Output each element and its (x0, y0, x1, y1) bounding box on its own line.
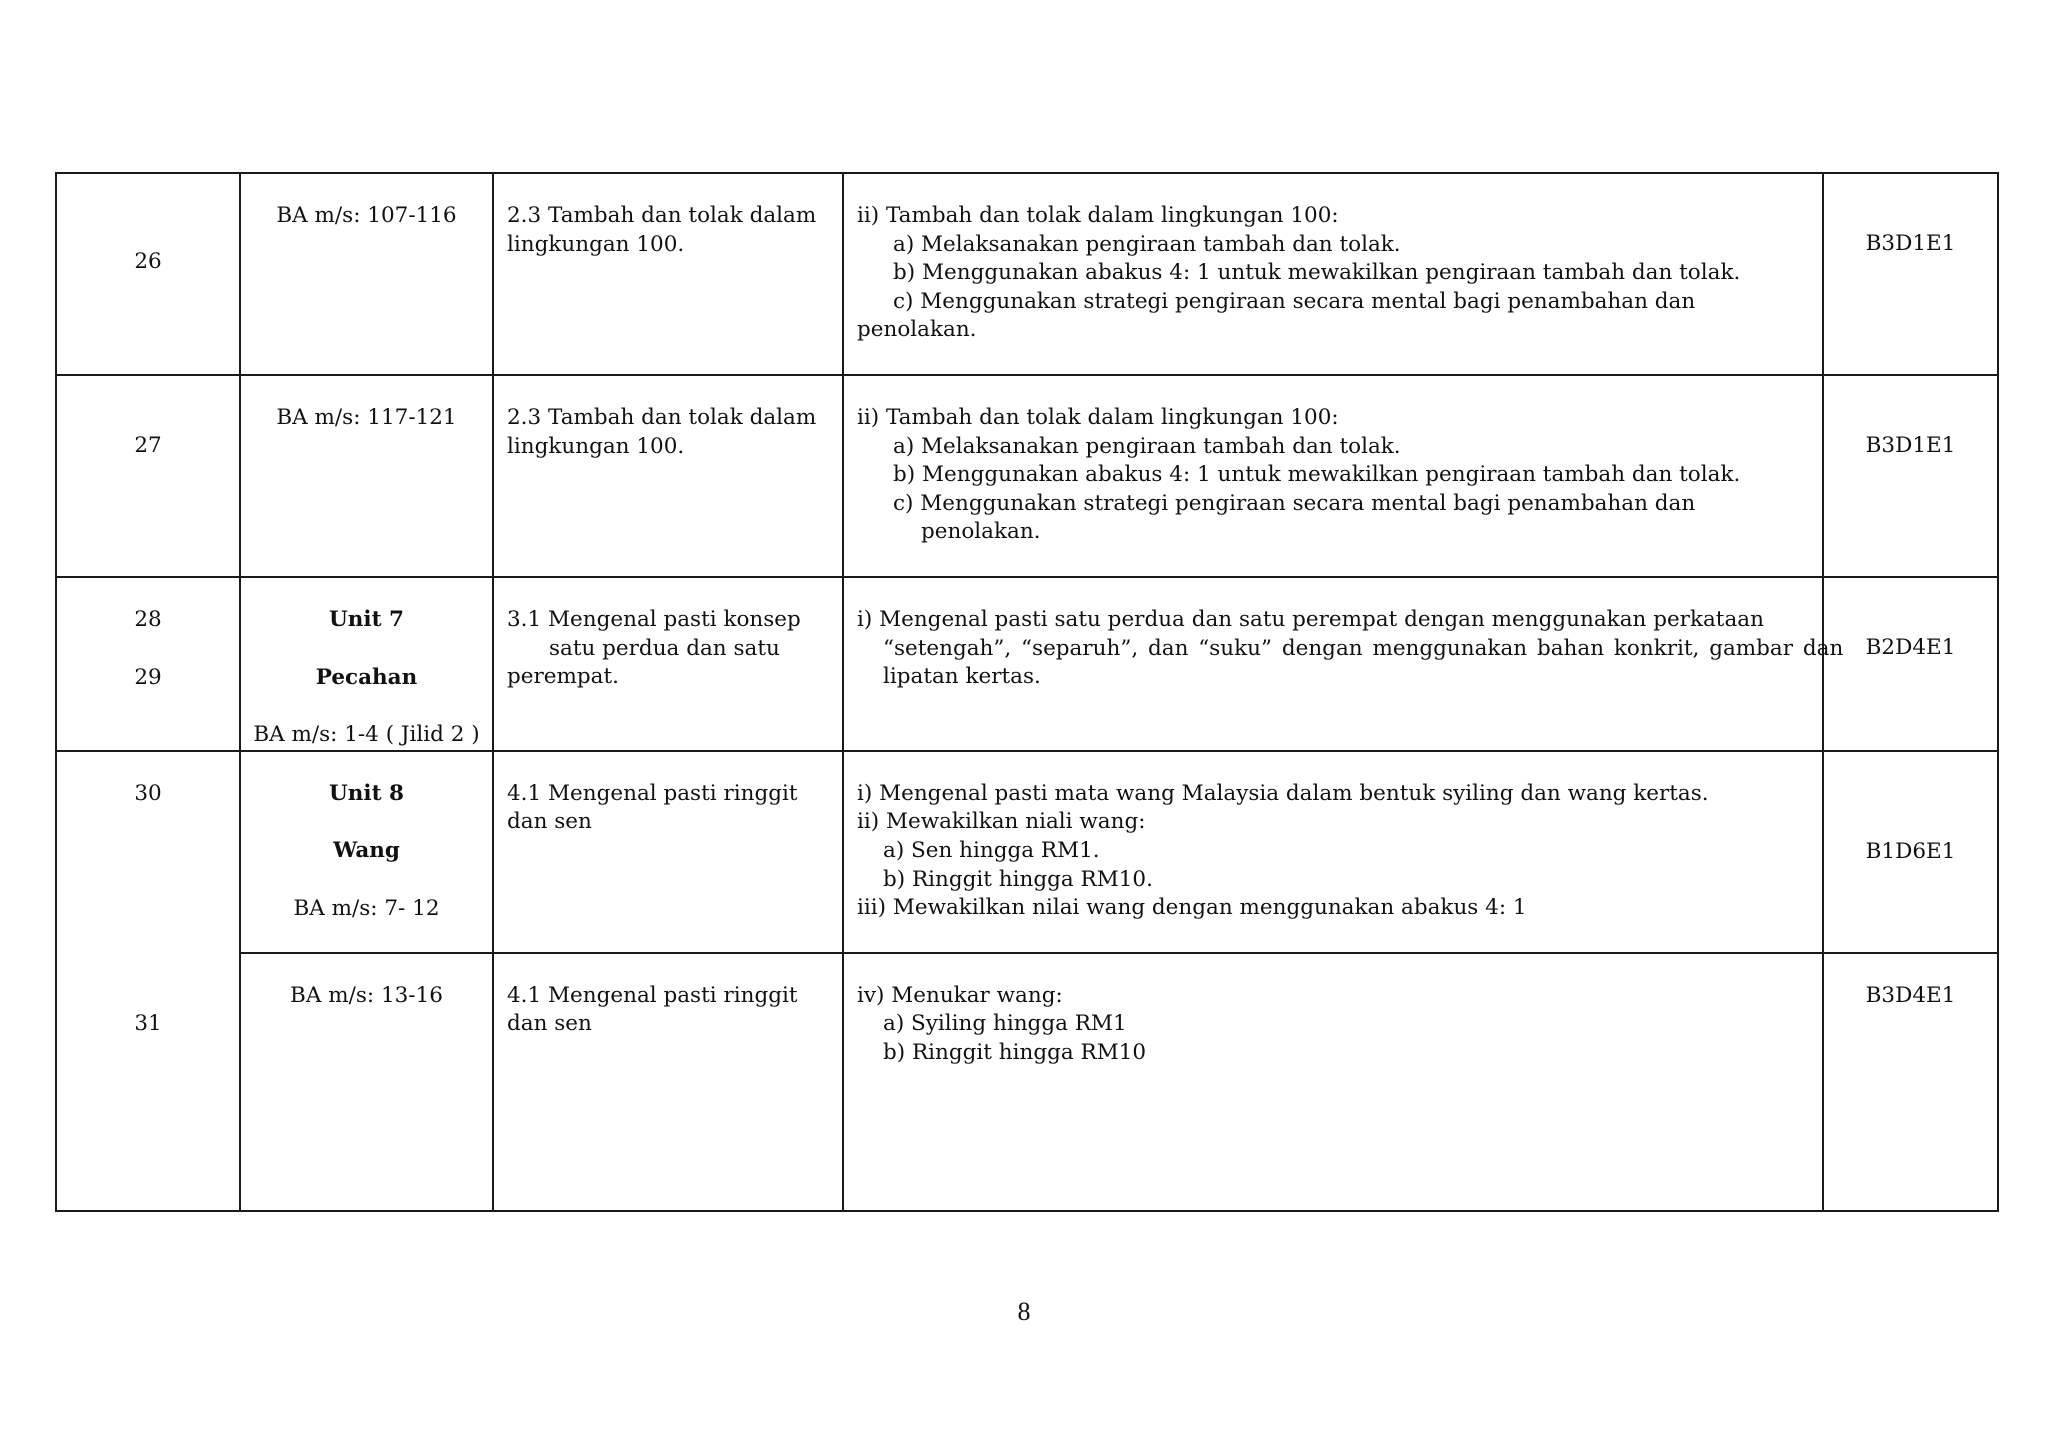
objective-line: a) Sen hingga RM1. (883, 837, 1100, 863)
lesson-plan-table (55, 172, 1999, 1212)
objective-line: iv) Menukar wang: (857, 982, 1063, 1008)
code-text: B3D1E1 (1865, 231, 1956, 256)
reference-cell (240, 577, 493, 751)
week-cell (56, 751, 240, 1211)
code-text: B2D4E1 (1865, 635, 1956, 660)
objective-line: a) Melaksanakan pengiraan tambah dan tolak. (893, 433, 1401, 459)
week-number: 29 (134, 664, 162, 690)
unit-title: Wang (333, 838, 400, 864)
objectives-cell (843, 751, 1823, 953)
objective-line: ii) Tambah dan tolak dalam lingkungan 100: (857, 203, 1339, 228)
week-number: 28 (134, 607, 162, 632)
unit-title: Pecahan (315, 664, 418, 690)
objective-line: lipatan kertas. (883, 664, 1041, 690)
objective-line: c) Menggunakan strategi pengiraan secara mental bagi penambahan dan (893, 288, 1696, 314)
objective-line: ii) Mewakilkan niali wang: (857, 809, 1146, 835)
objective-line: a) Melaksanakan pengiraan tambah dan tolak. (893, 231, 1401, 257)
objective-line: a) Syiling hingga RM1 (883, 1011, 1127, 1037)
week-number: 26 (134, 249, 162, 274)
objective-line: b) Ringgit hingga RM10. (883, 866, 1153, 892)
objective-line: b) Menggunakan abakus 4: 1 untuk mewakilkan pengiraan tambah dan tolak. (893, 462, 1741, 488)
week-cell (56, 173, 240, 375)
week-cell (56, 375, 240, 577)
objective-line: c) Menggunakan strategi pengiraan secara mental bagi penambahan dan (893, 490, 1696, 516)
week-number: 30 (134, 780, 162, 806)
objective-line: penolakan. (857, 317, 977, 343)
standard-line: lingkungan 100. (507, 433, 685, 459)
table-row (56, 375, 1998, 577)
code-cell (1823, 751, 1998, 953)
week-number: 31 (134, 1011, 162, 1037)
table-row (56, 953, 1998, 1211)
reference-text: BA m/s: 1-4 ( Jilid 2 ) (253, 722, 480, 748)
week-cell (56, 577, 240, 751)
code-text: B3D1E1 (1865, 433, 1956, 458)
standard-line: dan sen (507, 809, 592, 835)
reference-cell (240, 375, 493, 577)
standard-cell (493, 577, 843, 751)
objectives-cell (843, 173, 1823, 375)
table-row (56, 751, 1998, 953)
standard-cell (493, 173, 843, 375)
standard-line: perempat. (507, 664, 619, 690)
page-number: 8 (1017, 1297, 1031, 1326)
unit-label: Unit 8 (329, 780, 404, 806)
standard-cell (493, 953, 843, 1211)
code-cell (1823, 375, 1998, 577)
objective-line: i) Mengenal pasti satu perdua dan satu perempat dengan menggunakan perkataan (857, 607, 1764, 632)
standard-line: 2.3 Tambah dan tolak dalam (507, 405, 817, 430)
code-text: B3D4E1 (1865, 982, 1956, 1008)
reference-text: BA m/s: 117-121 (276, 405, 457, 430)
standard-line: 2.3 Tambah dan tolak dalam (507, 203, 817, 228)
reference-cell (240, 751, 493, 953)
standard-line: 4.1 Mengenal pasti ringgit (507, 982, 798, 1008)
code-cell (1823, 953, 1998, 1211)
objectives-cell (843, 375, 1823, 577)
standard-line: lingkungan 100. (507, 231, 685, 257)
objective-line: iii) Mewakilkan nilai wang dengan menggunakan abakus 4: 1 (857, 895, 1527, 921)
objectives-cell (843, 953, 1823, 1211)
reference-text: BA m/s: 13-16 (290, 982, 443, 1008)
table-row (56, 173, 1998, 375)
unit-label: Unit 7 (329, 607, 404, 632)
objective-line: b) Ringgit hingga RM10 (883, 1039, 1147, 1065)
objective-line: penolakan. (921, 519, 1041, 545)
reference-text: BA m/s: 107-116 (276, 203, 457, 228)
standard-cell (493, 375, 843, 577)
reference-cell (240, 173, 493, 375)
week-number: 27 (134, 433, 162, 458)
standard-line: dan sen (507, 1011, 592, 1037)
standard-line: 4.1 Mengenal pasti ringgit (507, 780, 798, 806)
objective-line: ii) Tambah dan tolak dalam lingkungan 100: (857, 405, 1339, 430)
standard-line: satu perdua dan satu (549, 635, 780, 661)
objective-line: “setengah”, “separuh”, dan “suku” dengan menggunakan bahan konkrit, gambar dan (883, 635, 1844, 661)
standard-cell (493, 751, 843, 953)
reference-cell (240, 953, 493, 1211)
objectives-cell (843, 577, 1844, 751)
code-cell (1823, 173, 1998, 375)
code-text: B1D6E1 (1865, 838, 1956, 864)
table-row (56, 577, 1998, 751)
standard-line: 3.1 Mengenal pasti konsep (507, 607, 801, 632)
objective-line: i) Mengenal pasti mata wang Malaysia dalam bentuk syiling dan wang kertas. (857, 780, 1709, 806)
objective-line: b) Menggunakan abakus 4: 1 untuk mewakilkan pengiraan tambah dan tolak. (893, 260, 1741, 286)
code-cell (1823, 577, 1998, 751)
reference-text: BA m/s: 7- 12 (293, 895, 440, 921)
